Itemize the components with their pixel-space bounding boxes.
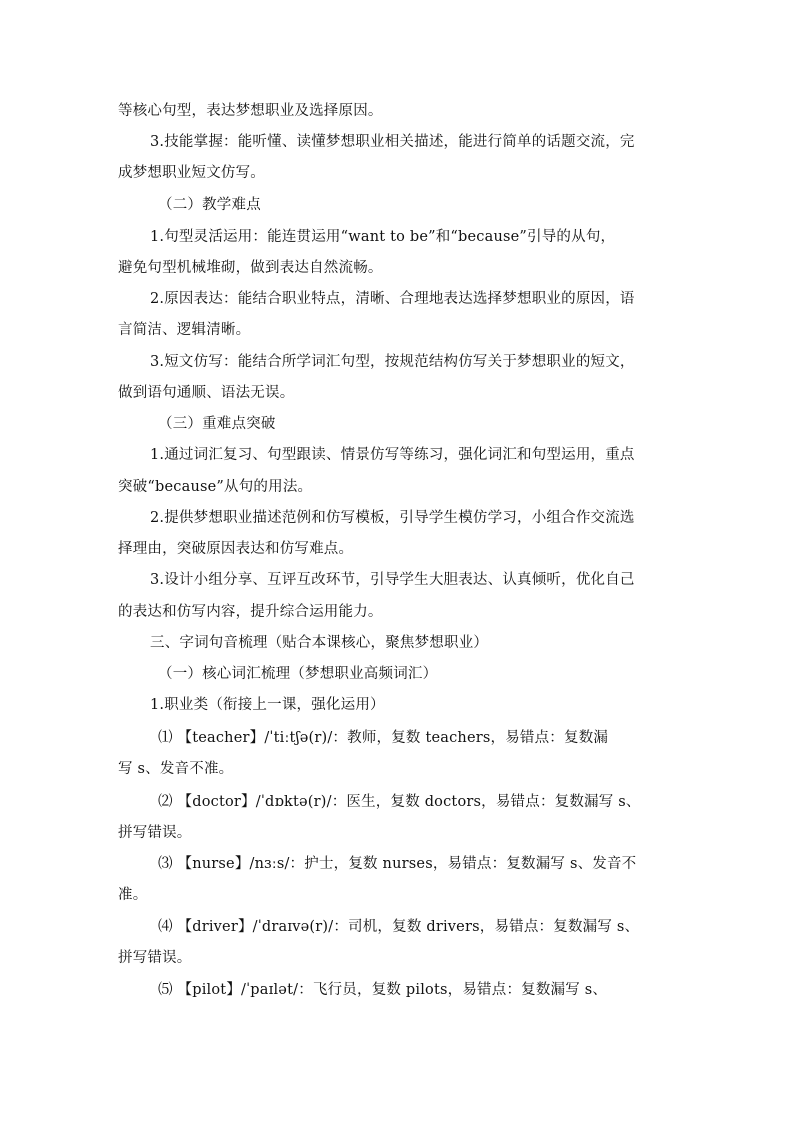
text-line: 择理由，突破原因表达和仿写难点。 — [118, 541, 354, 557]
text-line: 2.提供梦想职业描述范例和仿写模板，引导学生模仿学习，小组合作交流选 — [150, 510, 635, 526]
text-line: 拼写错误。 — [118, 825, 192, 841]
text-line: 成梦想职业短文仿写。 — [118, 165, 265, 181]
text-line: 3.短文仿写：能结合所学词汇句型，按规范结构仿写关于梦想职业的短文， — [150, 354, 635, 370]
text-line: 准。 — [118, 887, 148, 903]
text-line: 3.设计小组分享、互评互改环节，引导学生大胆表达、认真倾听，优化自己 — [150, 572, 635, 588]
text-line: 写 s、发音不准。 — [118, 761, 234, 777]
vocab-item: ⑴ 【teacher】/ˈtiːtʃə(r)/：教师，复数 teachers，易错点：复数漏 — [158, 730, 609, 746]
subsection-heading: （一）核心词汇梳理（梦想职业高频词汇） — [158, 666, 438, 682]
section-heading: （二）教学难点 — [158, 197, 261, 213]
text-line: 言简洁、逻辑清晰。 — [118, 322, 251, 338]
text-line: 突破“because”从句的用法。 — [118, 479, 313, 495]
text-line: 1.通过词汇复习、句型跟读、情景仿写等练习，强化词汇和句型运用，重点 — [150, 447, 635, 463]
text-line: 3.技能掌握：能听懂、读懂梦想职业相关描述，能进行简单的话题交流，完 — [150, 134, 635, 150]
text-line: 等核心句型，表达梦想职业及选择原因。 — [118, 103, 383, 119]
vocab-item: ⑶ 【nurse】/nɜːs/：护士，复数 nurses，易错点：复数漏写 s、发音不 — [158, 856, 637, 872]
text-line: 避免句型机械堆砌，做到表达自然流畅。 — [118, 260, 383, 276]
vocab-item: ⑸ 【pilot】/ˈpaɪlət/：飞行员，复数 pilots，易错点：复数漏写 s、 — [158, 982, 608, 998]
text-line: 1.职业类（衔接上一课，强化运用） — [150, 697, 385, 713]
text-line: 做到语句通顺、语法无误。 — [118, 385, 295, 401]
vocab-item: ⑷ 【driver】/ˈdraɪvə(r)/：司机，复数 drivers，易错点：复数漏写 s、 — [158, 919, 640, 935]
section-heading: （三）重难点突破 — [158, 416, 276, 432]
text-line: 的表达和仿写内容，提升综合运用能力。 — [118, 604, 383, 620]
section-heading: 三、字词句音梳理（贴合本课核心，聚焦梦想职业） — [150, 635, 489, 651]
text-line: 拼写错误。 — [118, 950, 192, 966]
vocab-item: ⑵ 【doctor】/ˈdɒktə(r)/：医生，复数 doctors，易错点：复数漏写 s、 — [158, 794, 641, 810]
text-line: 1.句型灵活运用：能连贯运用“want to be”和“because”引导的从句， — [150, 229, 616, 245]
text-line: 2.原因表达：能结合职业特点，清晰、合理地表达选择梦想职业的原因，语 — [150, 291, 635, 307]
